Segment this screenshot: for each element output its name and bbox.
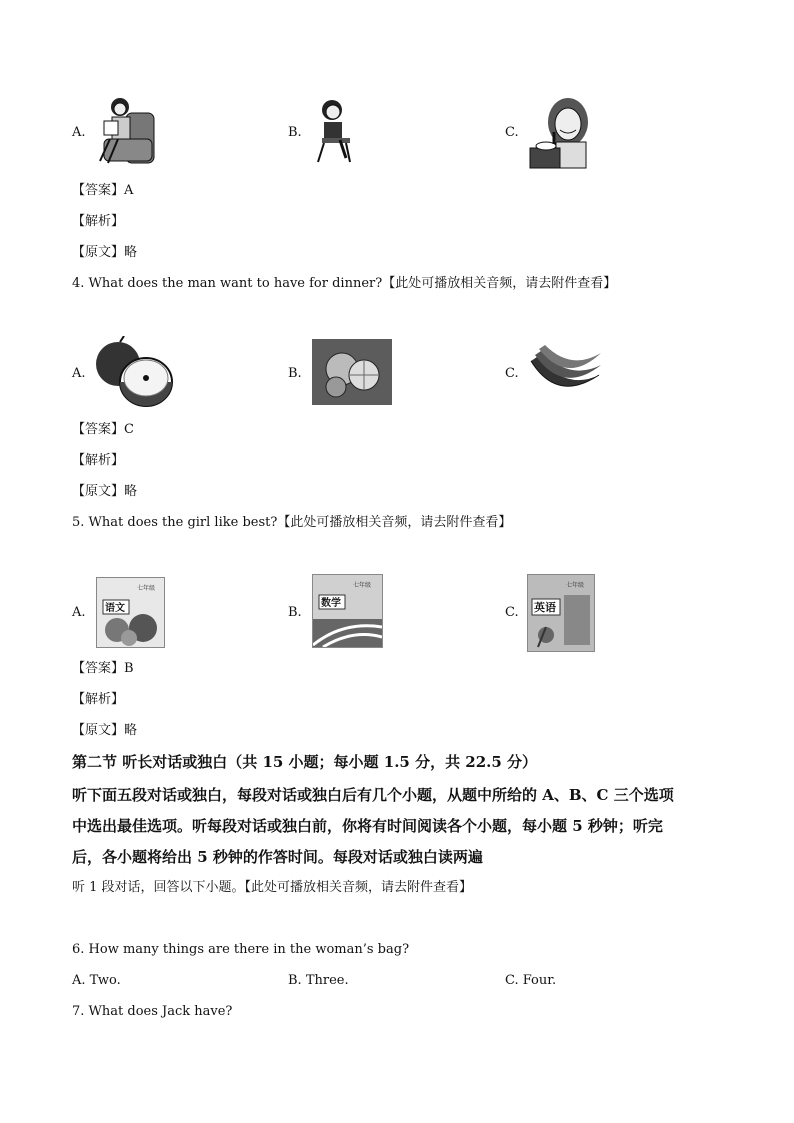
q4-option-b-label: B. (288, 366, 302, 381)
math-textbook-image (312, 574, 383, 648)
q6-option-c: C. Four. (505, 973, 557, 988)
section2-instructions-line1: 听下面五段对话或独白，每段对话或独白后有几个小题，从题中所给的 A、B、C 三个选项 (72, 786, 674, 804)
english-book-grade: 七年级 (566, 582, 585, 589)
q5-answer: 【答案】B (72, 661, 134, 676)
q6-option-a: A. Two. (72, 973, 121, 988)
section2-instructions-line3: 后，各小题将给出 5 秒钟的作答时间。每段对话或独白读两遍 (72, 848, 483, 866)
q5-analysis: 【解析】 (72, 692, 125, 707)
english-textbook-image (527, 574, 595, 652)
woman-cooking-image (528, 96, 594, 170)
q5-option-a-label: A. (72, 605, 86, 620)
girl-sitting-on-chair-image (312, 98, 356, 164)
q4-analysis: 【解析】 (72, 453, 125, 468)
english-book-title: 英语 (534, 601, 556, 614)
q4-question: 4. What does the man want to have for dinner?【此处可播放相关音频，请去附件查看】 (72, 276, 617, 291)
q4-answer: 【答案】C (72, 422, 134, 437)
q3-answer: 【答案】A (72, 183, 134, 198)
dialog1-instruction: 听 1 段对话，回答以下小题。【此处可播放相关音频，请去附件查看】 (72, 880, 473, 895)
q3-option-b-label: B. (288, 125, 302, 140)
bananas-image (527, 341, 603, 405)
chinese-book-grade: 七年级 (137, 585, 156, 592)
chinese-book-title: 语文 (105, 603, 125, 614)
q5-option-c-label: C. (505, 605, 519, 620)
q5-option-b-label: B. (288, 605, 302, 620)
section2-title: 第二节 听长对话或独白（共 15 小题；每小题 1.5 分，共 22.5 分） (72, 753, 538, 771)
q6-option-b: B. Three. (288, 973, 349, 988)
q5-question: 5. What does the girl like best?【此处可播放相关音频，请去附件查看】 (72, 515, 512, 530)
q3-option-a-label: A. (72, 125, 86, 140)
oranges-image (312, 339, 392, 405)
q3-analysis: 【解析】 (72, 214, 125, 229)
q3-original-text: 【原文】略 (72, 245, 138, 260)
q4-option-c-label: C. (505, 366, 519, 381)
q3-option-c-label: C. (505, 125, 519, 140)
q7-question: 7. What does Jack have? (72, 1004, 233, 1019)
woman-reading-in-armchair-image (96, 95, 156, 167)
math-book-title: 数学 (321, 598, 341, 609)
math-book-grade: 七年级 (353, 582, 372, 589)
chinese-textbook-image (96, 577, 165, 648)
q5-original-text: 【原文】略 (72, 723, 138, 738)
q4-original-text: 【原文】略 (72, 484, 138, 499)
apple-image (94, 336, 174, 410)
q6-question: 6. How many things are there in the woman’s bag? (72, 942, 410, 957)
q4-option-a-label: A. (72, 366, 86, 381)
section2-instructions-line2: 中选出最佳选项。听每段对话或独白前，你将有时间阅读各个小题，每小题 5 秒钟；听完 (72, 817, 663, 835)
